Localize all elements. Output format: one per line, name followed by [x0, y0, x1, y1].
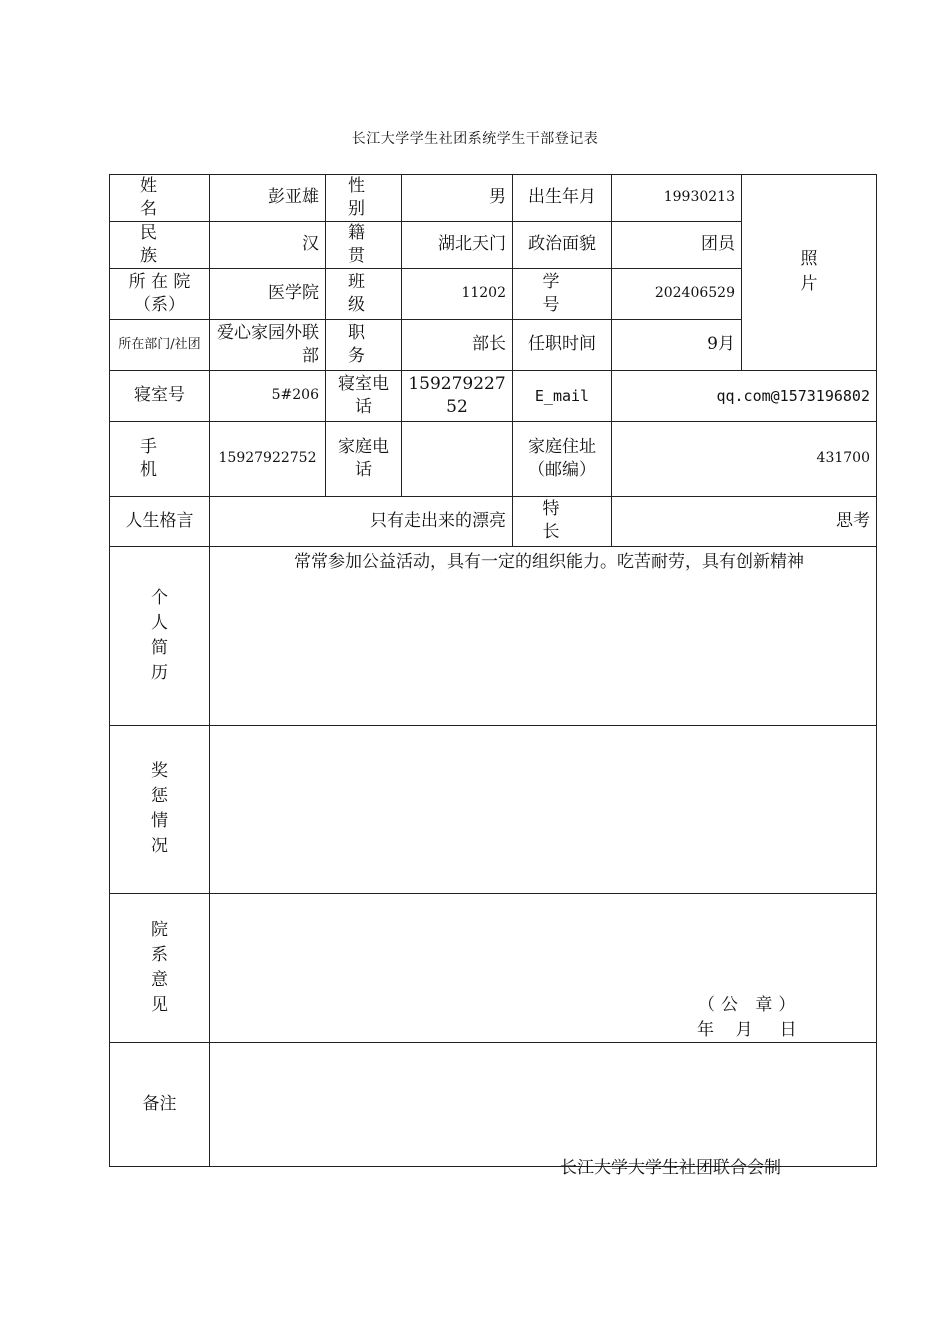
- value-specialty[interactable]: 思考: [612, 496, 877, 546]
- value-mobile[interactable]: 15927922752: [210, 421, 326, 496]
- value-motto[interactable]: 只有走出来的漂亮: [210, 496, 513, 546]
- label-gender: 性 别: [326, 175, 402, 222]
- label-origin: 籍 贯: [326, 221, 402, 268]
- value-dorm[interactable]: 5#206: [210, 370, 326, 421]
- value-origin[interactable]: 湖北天门: [402, 221, 513, 268]
- label-email: E_mail: [513, 370, 612, 421]
- value-home-phone[interactable]: [402, 421, 513, 496]
- label-birth: 出生年月: [513, 175, 612, 222]
- photo-label: 照片: [800, 249, 818, 295]
- value-home-address[interactable]: 431700: [612, 421, 877, 496]
- label-dorm-phone: 寝室电话: [326, 370, 402, 421]
- form-title: 长江大学学生社团系统学生干部登记表: [351, 131, 599, 147]
- value-student-id[interactable]: 202406529: [612, 268, 742, 319]
- label-mobile: 手 机: [110, 421, 210, 496]
- label-dept: 所在部门/社团: [110, 319, 210, 370]
- label-home-address: 家庭住址（邮编）: [513, 421, 612, 496]
- value-resume[interactable]: 常常参加公益活动，具有一定的组织能力。吃苦耐劳，具有创新精神: [210, 546, 877, 725]
- label-home-phone: 家庭电话: [326, 421, 402, 496]
- label-motto: 人生格言: [110, 496, 210, 546]
- label-resume: 个人简历: [110, 546, 210, 725]
- photo-box[interactable]: [742, 175, 877, 371]
- value-email[interactable]: qq.com@1573196802: [612, 370, 877, 421]
- value-tenure[interactable]: 9月: [612, 319, 742, 370]
- label-specialty: 特 长: [513, 496, 612, 546]
- label-college: 所 在 院（系）: [110, 268, 210, 319]
- label-dorm: 寝室号: [110, 370, 210, 421]
- value-name[interactable]: 彭亚雄: [210, 175, 326, 222]
- registration-form: [109, 174, 877, 1167]
- value-dept[interactable]: 爱心家园外联部: [210, 319, 326, 370]
- value-remarks[interactable]: [210, 1042, 877, 1166]
- value-political[interactable]: 团员: [612, 221, 742, 268]
- value-position[interactable]: 部长: [402, 319, 513, 370]
- label-class: 班 级: [326, 268, 402, 319]
- value-awards[interactable]: [210, 725, 877, 893]
- value-class[interactable]: 11202: [402, 268, 513, 319]
- label-tenure: 任职时间: [513, 319, 612, 370]
- label-remarks: 备注: [110, 1042, 210, 1166]
- footer-issuer: 长江大学大学生社团联合会制: [560, 1158, 781, 1178]
- value-college[interactable]: 医学院: [210, 268, 326, 319]
- label-opinion: 院系意见: [110, 893, 210, 1042]
- label-political: 政治面貌: [513, 221, 612, 268]
- label-student-id: 学 号: [513, 268, 612, 319]
- label-ethnicity: 民 族: [110, 221, 210, 268]
- value-ethnicity[interactable]: 汉: [210, 221, 326, 268]
- label-position: 职 务: [326, 319, 402, 370]
- official-seal: （公 章）: [698, 994, 802, 1015]
- label-awards: 奖惩情况: [110, 725, 210, 893]
- value-dorm-phone[interactable]: 15927922752: [402, 370, 513, 421]
- label-name: 姓 名: [110, 175, 210, 222]
- value-gender[interactable]: 男: [402, 175, 513, 222]
- value-birth[interactable]: 19930213: [612, 175, 742, 222]
- seal-date: 年 月 日: [697, 1019, 797, 1040]
- value-opinion[interactable]: [210, 893, 877, 1042]
